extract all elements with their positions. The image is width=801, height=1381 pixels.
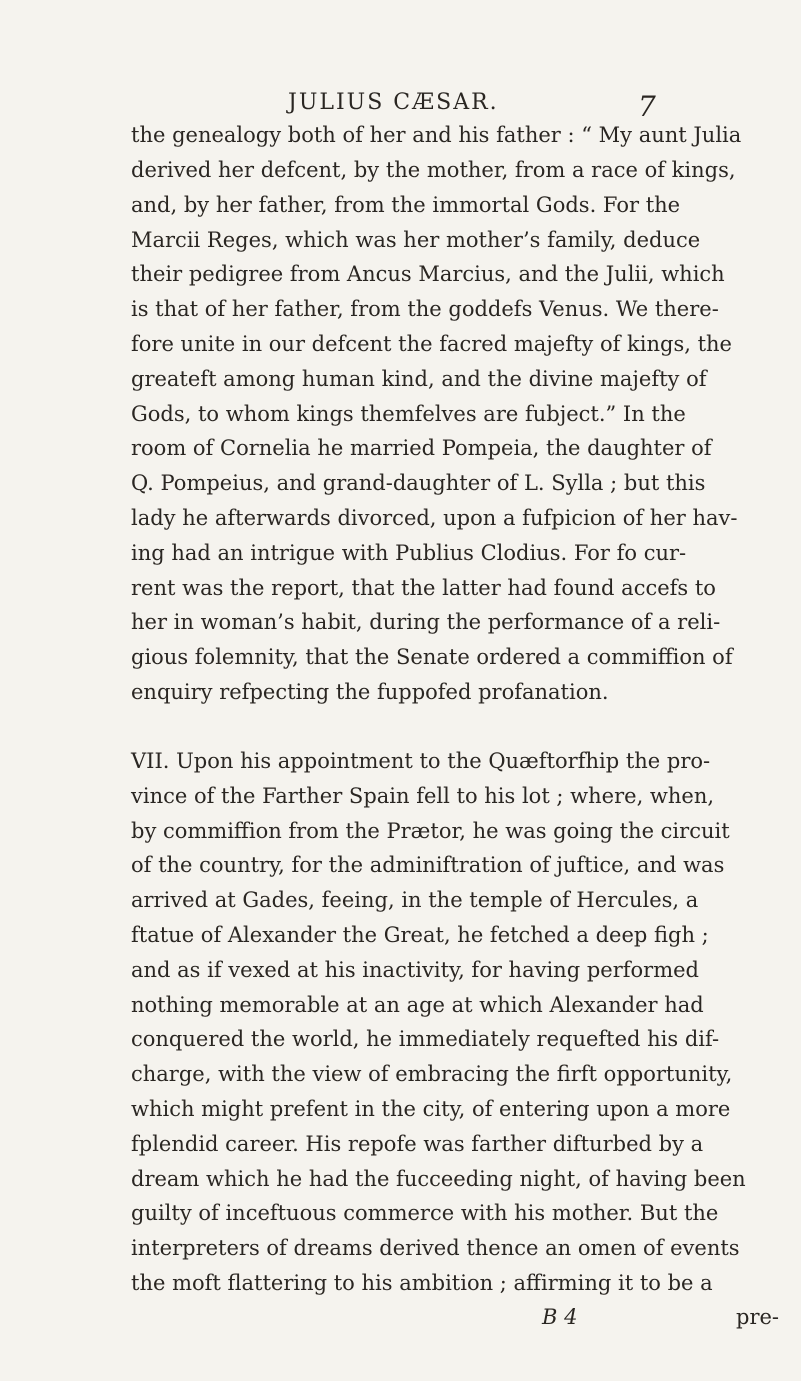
- text-line: fore unite in our defcent the facred majefty of kings, the: [131, 332, 732, 356]
- running-head: JULIUS CÆSAR.: [288, 90, 499, 115]
- text-line: room of Cornelia he married Pompeia, the daughter of: [131, 436, 712, 460]
- text-line: Gods, to whom kings themfelves are fubject.” In the: [131, 402, 686, 426]
- text-line: and, by her father, from the immortal Gods. For the: [131, 193, 681, 217]
- text-line: the genealogy both of her and his father : “ My aunt Julia: [131, 123, 742, 147]
- text-line: her in woman’s habit, during the performance of a reli-: [131, 610, 721, 634]
- text-line: dream which he had the fucceeding night, of having been: [131, 1167, 746, 1191]
- text-line: Marcii Reges, which was her mother’s family, deduce: [131, 228, 701, 252]
- text-line: enquiry refpecting the fuppofed profanation.: [131, 680, 609, 704]
- text-line: of the country, for the adminiftration of juftice, and was: [131, 853, 725, 877]
- text-line: by commiffion from the Prætor, he was going the circuit: [131, 819, 730, 843]
- catchword: pre-: [736, 1305, 780, 1329]
- text-line: arrived at Gades, feeing, in the temple of Hercules, a: [131, 888, 699, 912]
- text-line: the moft flattering to his ambition ; affirming it to be a: [131, 1271, 713, 1295]
- text-line: which might prefent in the city, of entering upon a more: [131, 1097, 731, 1121]
- page-number: 7: [638, 90, 656, 123]
- text-line: gious folemnity, that the Senate ordered a commiffion of: [131, 645, 733, 669]
- text-line: lady he afterwards divorced, upon a fufpicion of her hav-: [131, 506, 738, 530]
- text-line: their pedigree from Ancus Marcius, and the Julii, which: [131, 262, 725, 286]
- text-line: Q. Pompeius, and grand-daughter of L. Sylla ; but this: [131, 471, 706, 495]
- text-line: VII. Upon his appointment to the Quæftorfhip the pro-: [131, 749, 711, 773]
- text-line: greateft among human kind, and the divine majefty of: [131, 367, 707, 391]
- text-line: nothing memorable at an age at which Alexander had: [131, 993, 704, 1017]
- text-line: charge, with the view of embracing the firft opportunity,: [131, 1062, 733, 1086]
- text-line: derived her defcent, by the mother, from a race of kings,: [131, 158, 736, 182]
- text-line: interpreters of dreams derived thence an omen of events: [131, 1236, 740, 1260]
- signature-mark: B 4: [542, 1305, 578, 1329]
- text-line: is that of her father, from the goddefs Venus. We there-: [131, 297, 719, 321]
- text-line: ing had an intrigue with Publius Clodius. For fo cur-: [131, 541, 687, 565]
- text-line: and as if vexed at his inactivity, for having performed: [131, 958, 699, 982]
- text-line: guilty of inceftuous commerce with his mother. But the: [131, 1201, 719, 1225]
- text-line: conquered the world, he immediately requefted his dif-: [131, 1027, 720, 1051]
- text-line: fplendid career. His repofe was farther difturbed by a: [131, 1132, 704, 1156]
- text-line: ftatue of Alexander the Great, he fetched a deep figh ;: [131, 923, 709, 947]
- text-line: vince of the Farther Spain fell to his lot ; where, when,: [131, 784, 715, 808]
- text-line: rent was the report, that the latter had found accefs to: [131, 576, 716, 600]
